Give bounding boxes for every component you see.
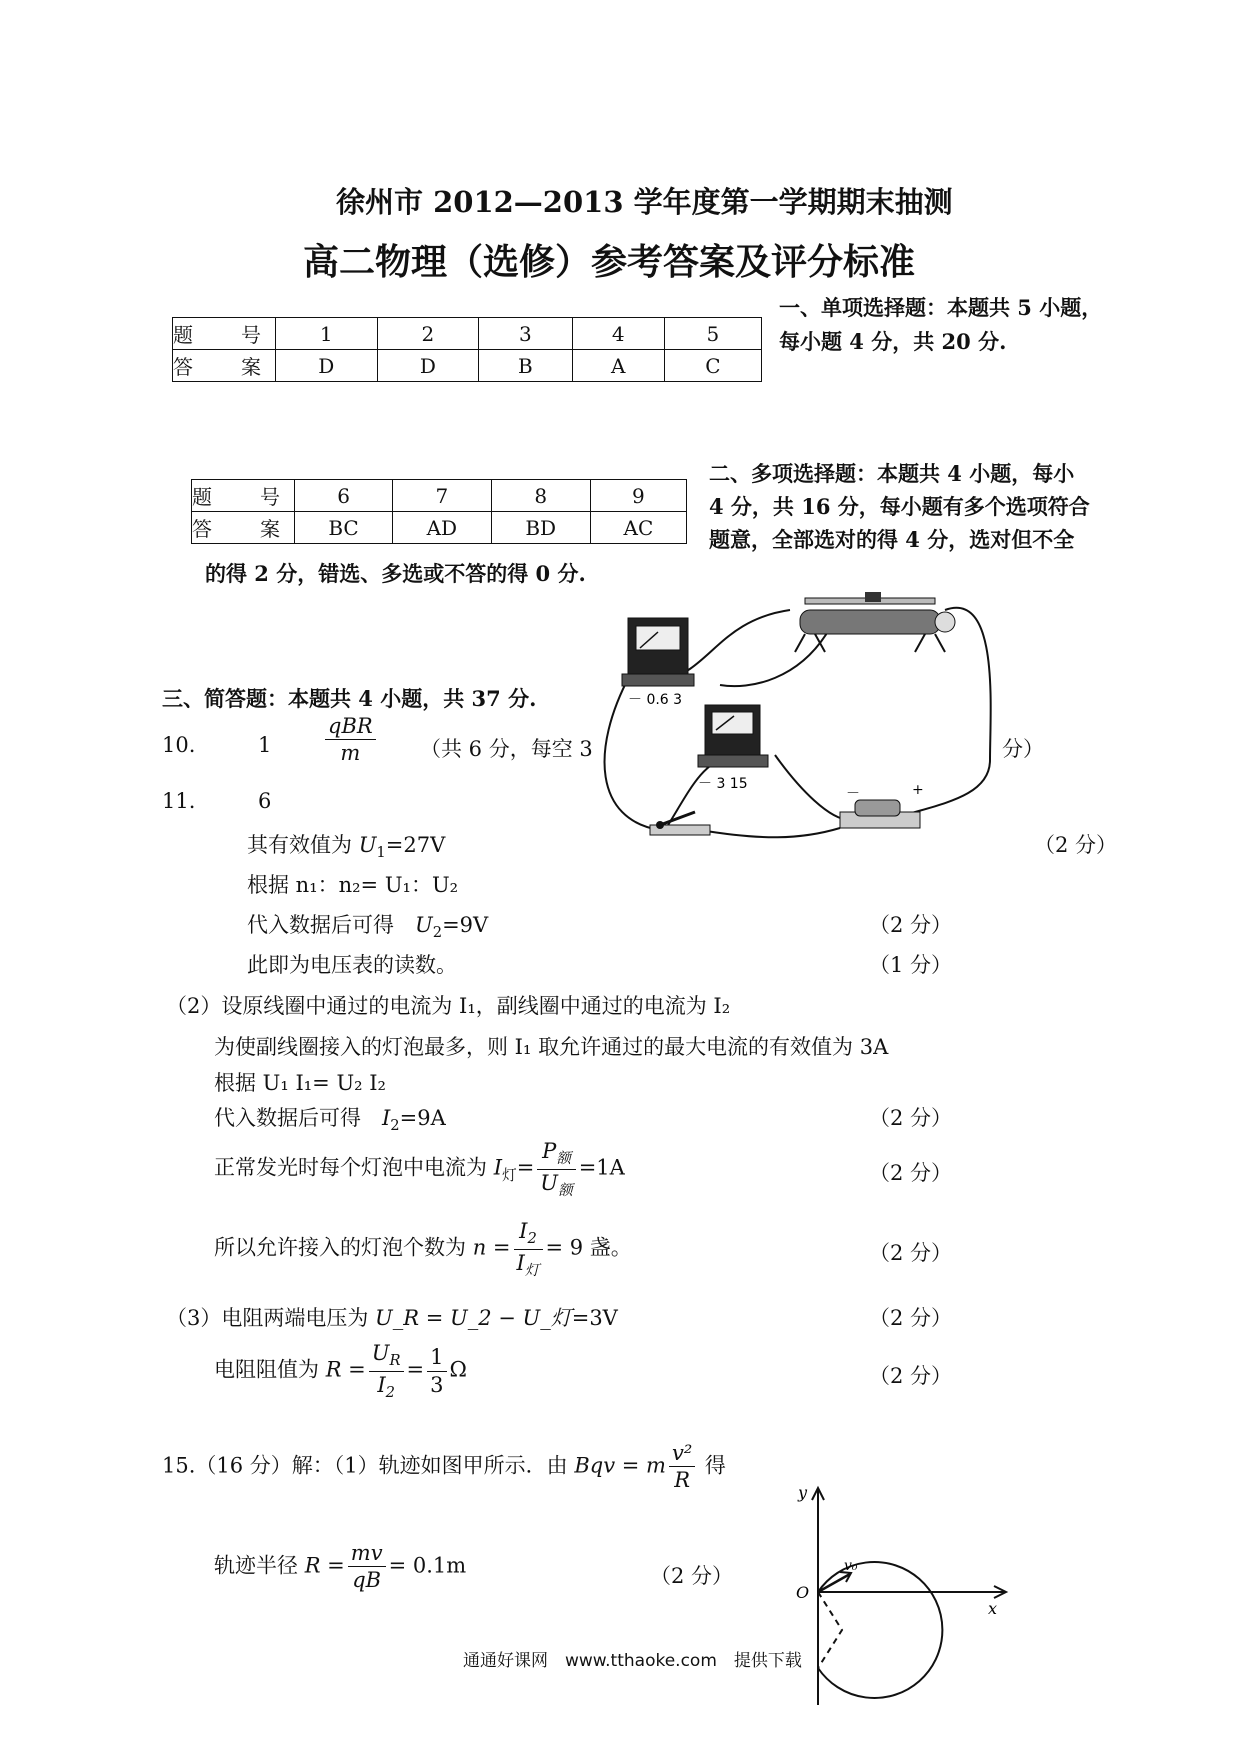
circuit-diagram	[600, 590, 1020, 840]
score: （2 分）	[869, 1106, 953, 1130]
voltmeter-icon	[698, 705, 768, 767]
score: （2 分）	[650, 1564, 734, 1588]
line-max-current: 为使副线圈接入的灯泡最多，则 I₁ 取允许通过的最大电流的有效值为 3A	[214, 1035, 889, 1059]
rheostat-icon	[795, 592, 955, 652]
fraction-numerator: v²	[669, 1440, 695, 1467]
score: （2 分）	[869, 913, 953, 937]
table-row	[173, 350, 762, 382]
answer-cell: BC	[295, 512, 393, 544]
line-resistance: 电阻阻值为 R = $\frac{U_R}{I_2}$ = $\frac{1}{3}$ Ω	[214, 1341, 467, 1401]
expression: U_R = U_2 − U_灯	[375, 1306, 572, 1330]
title-line2: 高二物理（选修）参考答案及评分标准	[303, 241, 916, 283]
line-power-balance: 根据 U₁ I₁= U₂ I₂	[214, 1071, 386, 1095]
score: （2 分）	[869, 1306, 953, 1330]
text: 正常发光时每个灯泡中电流为	[214, 1155, 494, 1180]
row-label: 答 案	[173, 350, 276, 382]
x-axis-label: x	[988, 1599, 998, 1618]
question-number: 2	[377, 318, 479, 350]
y-axis-label: y	[798, 1483, 808, 1502]
fraction-numerator: I	[519, 1219, 528, 1243]
section2-note-tail: 的得 2 分，错选、多选或不答的得 0 分.	[205, 561, 586, 586]
variable: R	[304, 1553, 321, 1578]
score: （2 分）	[869, 1364, 953, 1388]
answer-cell: AC	[590, 512, 686, 544]
radius-lines	[818, 1592, 842, 1668]
fraction-denominator: U	[540, 1170, 558, 1195]
question-number: 9	[590, 480, 686, 512]
line-resistor-voltage	[166, 1302, 618, 1332]
answer-cell: BD	[491, 512, 590, 544]
question-number: 7	[393, 480, 491, 512]
variable: U	[415, 913, 433, 937]
answer-cell: B	[479, 350, 573, 382]
subscript: 2	[390, 1117, 400, 1135]
text: 15.（16 分）解：（1）轨迹如图甲所示．由	[162, 1453, 575, 1478]
subscript: 灯	[501, 1166, 517, 1184]
answer-cell: AD	[393, 512, 491, 544]
section2-note-line1: 二、多项选择题：本题共 4 小题，每小	[709, 461, 1075, 486]
line-voltmeter-reading: 此即为电压表的读数。	[247, 953, 457, 977]
section1-note-line2: 每小题 4 分，共 20 分.	[779, 329, 1007, 354]
fraction-denominator: qB	[352, 1568, 382, 1593]
origin-label: O	[796, 1583, 810, 1602]
variable: R	[325, 1357, 342, 1382]
answer-cell: D	[276, 350, 378, 382]
expression: Bqv = m	[574, 1453, 666, 1478]
answer-cell: C	[664, 350, 761, 382]
line-ratio: 根据 n₁：n₂= U₁：U₂	[247, 873, 459, 897]
subscript: 1	[376, 844, 386, 862]
subscript: R	[389, 1352, 401, 1370]
q10-number: 10.	[162, 733, 196, 757]
fraction-numerator: U	[371, 1341, 390, 1365]
fraction-denominator: 3	[430, 1372, 444, 1397]
line-part2-intro: （2）设原线圈中通过的电流为 I₁，副线圈中通过的电流为 I₂	[166, 994, 731, 1018]
answer-cell: A	[572, 350, 664, 382]
battery-plus-label: +	[912, 782, 924, 798]
question-number: 6	[295, 480, 393, 512]
text: =1A	[578, 1155, 625, 1180]
fraction-numerator: P	[542, 1139, 557, 1163]
subscript: 2	[527, 1230, 537, 1248]
table-row	[173, 318, 762, 350]
row-label: 题 号	[192, 480, 295, 512]
variable: U	[358, 833, 377, 857]
multi-choice-table	[191, 479, 687, 544]
subscript: 2	[432, 924, 443, 942]
section2-note-line3: 题意，全部选对的得 4 分，选对但不全	[709, 527, 1075, 552]
question-number: 5	[664, 318, 761, 350]
fraction-denominator: m	[340, 741, 361, 766]
line-i2	[214, 1102, 446, 1134]
subscript: 额	[556, 1150, 571, 1168]
line-lamp-current: 正常发光时每个灯泡中电流为 $I_灯=$ $\frac{P_额}{U_额}$ =1A	[214, 1139, 625, 1199]
text: Ω	[449, 1357, 467, 1382]
question-number: 1	[276, 318, 378, 350]
text: 轨迹半径	[214, 1553, 305, 1578]
text: =9A	[399, 1106, 446, 1130]
table-row	[192, 480, 687, 512]
q10-score-note-end: 分）	[1002, 737, 1044, 761]
battery-minus-label: －	[846, 786, 860, 802]
score: （2 分）	[1034, 833, 1118, 857]
text: = 9 盏。	[545, 1235, 632, 1260]
fraction-numerator: qBR	[325, 713, 376, 740]
title-line1: 徐州市 2012—2013 学年度第一学期期末抽测	[336, 185, 953, 219]
q10-score-note: （共 6 分，每空 3	[420, 737, 593, 761]
row-label: 答 案	[192, 512, 295, 544]
footer-source: 通通好课网 www.tthaoke.com 提供下载	[463, 1651, 802, 1671]
q11-number: 11.	[162, 789, 196, 813]
section1-note-line1: 一、单项选择题：本题共 5 小题，	[779, 295, 1103, 320]
voltmeter-scale-label: － 3 15	[698, 776, 748, 792]
velocity-arrow	[818, 1574, 850, 1592]
ammeter-icon	[622, 618, 694, 686]
text: 所以允许接入的灯泡个数为	[214, 1235, 473, 1260]
score: （1 分）	[869, 953, 953, 977]
score: （2 分）	[869, 1161, 953, 1185]
text: =9V	[442, 913, 489, 937]
line-lamp-count: 所以允许接入的灯泡个数为 n = $\frac{I_2}{I_灯}$ = 9 盏。	[214, 1219, 632, 1279]
text: 电阻阻值为	[214, 1357, 326, 1382]
text: =27V	[385, 833, 446, 857]
battery-icon	[840, 800, 920, 828]
q10-answer1: 1	[258, 733, 272, 757]
section2-note-line2: 4 分，共 16 分，每小题有多个选项符合	[709, 494, 1090, 519]
answer-cell: D	[377, 350, 479, 382]
ammeter-scale-label: － 0.6 3	[628, 692, 683, 708]
row-label: 题 号	[173, 318, 276, 350]
q10-answer2	[322, 713, 379, 767]
fraction-denominator: I	[516, 1250, 525, 1275]
subscript: 2	[385, 1383, 395, 1401]
section3-heading: 三、简答题：本题共 4 小题，共 37 分.	[162, 686, 537, 711]
switch-icon	[650, 812, 710, 835]
q11-answer: 6	[258, 789, 272, 813]
fraction-numerator: mv	[348, 1540, 386, 1567]
fraction-denominator: R	[674, 1468, 690, 1493]
variable: I	[493, 1155, 502, 1180]
score: （2 分）	[869, 1241, 953, 1265]
q15-intro	[162, 1440, 726, 1494]
question-number: 8	[491, 480, 590, 512]
text: = 0.1m	[388, 1553, 467, 1578]
text: 得	[698, 1453, 726, 1478]
question-number: 3	[479, 318, 573, 350]
fraction-denominator: I	[377, 1372, 386, 1397]
text: =3V	[571, 1306, 618, 1330]
text: 代入数据后可得	[247, 913, 415, 937]
single-choice-table	[172, 317, 762, 382]
trajectory-diagram	[780, 1480, 1020, 1720]
question-number: 4	[572, 318, 664, 350]
text: （3）电阻两端电压为	[166, 1306, 376, 1330]
variable: I	[382, 1106, 391, 1130]
text: 其有效值为	[247, 833, 359, 857]
subscript: 灯	[524, 1261, 540, 1279]
variable: n	[472, 1235, 487, 1260]
table-row	[192, 512, 687, 544]
velocity-label: v₀	[844, 1558, 858, 1574]
line-radius: 轨迹半径 R = $\frac{mv}{qB}$ = 0.1m	[214, 1541, 467, 1593]
fraction-numerator: 1	[427, 1344, 446, 1371]
subscript: 额	[558, 1181, 573, 1199]
line-u2	[247, 909, 488, 941]
text: 代入数据后可得	[214, 1106, 382, 1130]
line-effective-value	[247, 829, 445, 861]
